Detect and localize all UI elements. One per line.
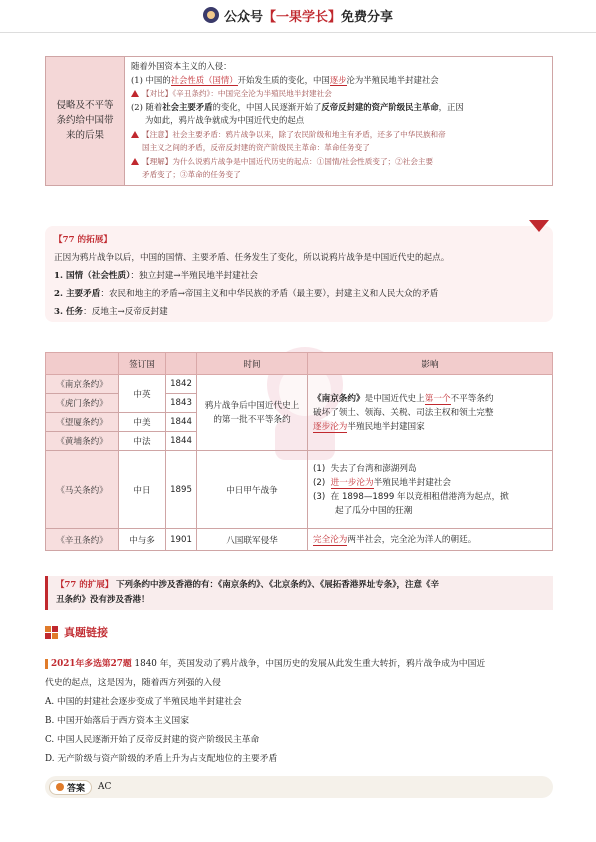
- note-attention-line-2: 国主义之间的矛盾，反帝反封建的资产阶级民主革命：革命任务变了: [142, 143, 370, 152]
- expansion-item-label: 1. 国情（社会性质）: [54, 271, 131, 281]
- warning-triangle-icon: [131, 131, 139, 138]
- label-line: 来的后果: [65, 130, 104, 142]
- question-tag: 2021年多选第27题: [45, 659, 132, 669]
- answer-value: AC: [98, 782, 112, 792]
- treaty-name: 《南京条约》: [46, 375, 119, 394]
- label-line: 侵略及不平等: [56, 100, 114, 112]
- impact-treaty-name: 《南京条约》: [313, 393, 365, 404]
- consequences-label: [46, 57, 125, 186]
- item-2-bold-1: 社会主要矛盾: [162, 101, 213, 112]
- intro-text: 随着外国资本主义的入侵：: [131, 61, 232, 71]
- note-attention: [131, 128, 546, 142]
- treaty-country: 中美: [119, 413, 166, 432]
- item-2-line-2: 为如此，鸦片战争就成为中国近代史的起点: [145, 115, 305, 125]
- table-row: [46, 375, 553, 394]
- warning-triangle-icon: [131, 158, 139, 165]
- treaty-name: 《望厦条约》: [46, 413, 119, 432]
- header-time: 时间: [197, 353, 308, 375]
- corner-ribbon-icon: [529, 220, 549, 232]
- item-2-pre: (2) 随着: [131, 101, 163, 112]
- impact-text: 失去了台湾和澎湖列岛: [330, 463, 417, 474]
- label-line: 条约给中国带: [56, 115, 114, 127]
- option-b: B. 中国开始落后于西方资本主义国家: [45, 716, 190, 726]
- expansion-item-label: 2. 主要矛盾: [54, 289, 101, 299]
- expansion-line-4: [54, 303, 544, 321]
- table-row: [46, 529, 553, 551]
- impact-text: 破坏了领土、领海、关税、司法主权和领土完整: [313, 407, 494, 418]
- expansion-item-text: ：农民和地主的矛盾→帝国主义和中华民族的矛盾（最主要），封建主义和人民大众的矛盾: [100, 289, 439, 299]
- treaty-country: 中日: [119, 451, 166, 529]
- item-1-highlight-2: 逐步: [329, 74, 347, 85]
- item-1: [131, 74, 546, 88]
- impact-text: 在 1898—1899 年以竞相租借港湾为起点，掀: [330, 491, 509, 502]
- treaty-year: 1843: [166, 394, 197, 413]
- item-2: [131, 101, 546, 115]
- header-divider: [0, 32, 596, 33]
- item-1-pre: (1) 中国的: [131, 74, 171, 85]
- impact-text: 两半社会，完全沦为洋人的朝廷。: [347, 534, 477, 545]
- note-understand: [131, 155, 546, 169]
- expansion-line-2: [54, 267, 544, 285]
- header-suffix: 免费分享: [341, 9, 394, 25]
- treaty-year: 1895: [166, 451, 197, 529]
- answer-dot-icon: [56, 783, 64, 791]
- treaty-country: 中与多: [119, 529, 166, 551]
- consequences-table: [45, 56, 553, 186]
- impact-text: 不平等条约: [450, 393, 494, 404]
- treaty-name: 《马关条约》: [46, 451, 119, 529]
- exam-question: [45, 655, 553, 769]
- question-stem: 代史的起点，这是因为，随着西方列强的入侵: [45, 678, 221, 688]
- header-blank: [46, 353, 119, 375]
- item-2-mid: 的变化，中国人民逐渐开始了: [212, 101, 322, 112]
- maguan-impact: (1) 失去了台湾和澎湖列岛 (2) 进一步沦为半殖民地半封建社会 (3) 在 1898—1899 年以竞相租借港湾为起点，掀 起了瓜分中国的狂潮: [308, 451, 553, 529]
- item-1-mid: 开始发生质的变化，中国: [237, 74, 330, 85]
- question-stem: 1840 年，英国发动了鸦片战争，中国历史的发展从此发生重大转折，鸦片战争成为中国近: [134, 659, 486, 669]
- option-d: D. 无产阶级与资产阶级的矛盾上升为占支配地位的主要矛盾: [45, 754, 278, 764]
- item-1-post: 沦为半殖民地半封建社会: [346, 74, 439, 85]
- treaty-country: 中英: [119, 375, 166, 413]
- header-impact: 影响: [308, 353, 553, 375]
- item-1-highlight: 社会性质（国情）: [170, 74, 238, 85]
- expansion-line-1: 正因为鸦片战争以后，中国的国情、主要矛盾、任务发生了变化，所以说鸦片战争是中国近代史的起点。: [54, 253, 450, 263]
- option-c: C. 中国人民逐渐开始了反帝反封建的资产阶级民主革命: [45, 735, 260, 745]
- note-attention-line-1: 【注意】社会主要矛盾：鸦片战争以来，除了农民阶级和地主有矛盾，还多了中华民族和帝: [142, 129, 446, 139]
- grid-squares-icon: [45, 626, 58, 639]
- treaty-year: 1844: [166, 413, 197, 432]
- item-2-post: ，正因: [438, 101, 464, 112]
- xinchou-impact: [308, 529, 553, 551]
- impact-text: 是中国近代史上: [364, 393, 425, 404]
- extension-text-2: 丑条约》没有涉及香港！: [56, 595, 150, 605]
- expansion-item-text: ：独立封建→半殖民地半封建社会: [130, 271, 258, 281]
- header-brand: 【一果学长】: [262, 9, 341, 25]
- extension-text-1: 下列条约中涉及香港的有：《南京条约》、《北京条约》、《展拓香港界址专条》，注意《辛: [116, 580, 440, 590]
- nanjing-impact: [308, 375, 553, 451]
- treaty-year: 1844: [166, 432, 197, 451]
- expansion-item-label: 3. 任务: [54, 307, 84, 317]
- opium-war-time: 鸦片战争后中国近代史上的第一批不平等条约: [197, 375, 308, 451]
- header-prefix: 公众号: [223, 9, 263, 25]
- note-compare-text: 【对比】《辛丑条约》：中国完全沦为半殖民地半封建社会: [142, 89, 332, 98]
- treaty-year: 1842: [166, 375, 197, 394]
- answer-label: [49, 780, 92, 795]
- treaty-name: 《黄埔条约》: [46, 432, 119, 451]
- treaty-header-row: [46, 353, 553, 375]
- table-row: [46, 451, 553, 529]
- answer-label-text: 答案: [67, 783, 86, 794]
- answer-bar: [45, 776, 553, 798]
- expansion-box: [45, 226, 553, 322]
- header-country: 签订国: [119, 353, 166, 375]
- impact-highlight: 完全沦为: [313, 534, 348, 545]
- expansion-line-3: [54, 285, 544, 303]
- note-understand-line-2: 矛盾变了；③革命的任务变了: [142, 170, 241, 179]
- warning-triangle-icon: [131, 90, 139, 97]
- treaty-country: 中法: [119, 432, 166, 451]
- treaty-year: 1901: [166, 529, 197, 551]
- expansion-title: 【77 的拓展】: [54, 235, 112, 245]
- impact-text: 半殖民地半封建社会: [373, 477, 451, 488]
- consequences-body: [125, 57, 553, 186]
- impact-text: 半殖民地半封建国家: [347, 421, 425, 432]
- expansion-item-text: ：反地主→反帝反封建: [83, 307, 168, 317]
- section-heading: [45, 624, 108, 640]
- impact-text: 起了瓜分中国的狂潮: [335, 505, 413, 516]
- treaty-table: [45, 352, 553, 551]
- maguan-time: 中日甲午战争: [197, 451, 308, 529]
- treaty-name: 《虎门条约》: [46, 394, 119, 413]
- section-title: 真题链接: [64, 626, 108, 639]
- treaty-name: 《辛丑条约》: [46, 529, 119, 551]
- extension-note: [45, 576, 553, 610]
- extension-title: 【77 的扩展】: [56, 580, 114, 590]
- impact-highlight: 逐步沦为: [313, 421, 348, 432]
- item-2-bold-2: 反帝反封建的资产阶级民主革命: [321, 101, 439, 112]
- impact-highlight: 进一步沦为: [330, 477, 374, 488]
- xinchou-time: 八国联军侵华: [197, 529, 308, 551]
- avatar-icon: [203, 7, 219, 23]
- note-understand-line-1: 【理解】为什么说鸦片战争是中国近代历史的起点：①国情/社会性质变了；②社会主要: [142, 156, 434, 166]
- note-compare: [131, 87, 546, 101]
- option-a: A. 中国的封建社会逐步变成了半殖民地半封建社会: [45, 697, 242, 707]
- header-year-spacer: [166, 353, 197, 375]
- impact-highlight: 第一个: [424, 393, 451, 404]
- page-header: [0, 0, 596, 30]
